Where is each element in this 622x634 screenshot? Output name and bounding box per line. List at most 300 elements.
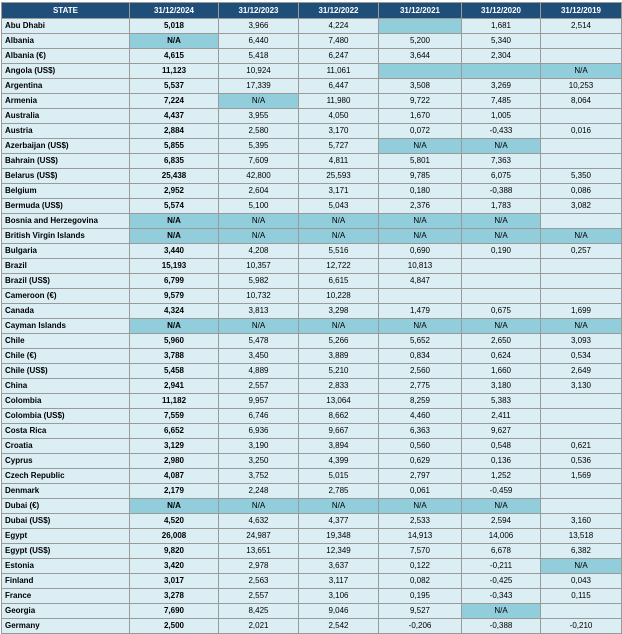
value-cell-2023: 17,339	[219, 79, 299, 94]
value-cell-2022: 12,722	[299, 259, 379, 274]
value-cell-2019	[541, 139, 622, 154]
header-2021: 31/12/2021	[379, 3, 462, 19]
table-row	[2, 214, 622, 229]
table-row	[2, 169, 622, 184]
table-row	[2, 94, 622, 109]
table-row	[2, 64, 622, 79]
value-cell-2019: -0,210	[541, 619, 622, 634]
value-cell-2022: 6,247	[299, 49, 379, 64]
table-row	[2, 19, 622, 34]
state-cell: Bosnia and Herzegovina	[2, 214, 130, 229]
value-cell-2021: 0,560	[379, 439, 462, 454]
value-cell-2019	[541, 214, 622, 229]
value-cell-2020: N/A	[462, 139, 541, 154]
value-cell-2024: 6,835	[130, 154, 219, 169]
header-row	[2, 3, 622, 19]
value-cell-2023: 2,580	[219, 124, 299, 139]
value-cell-2022: 9,667	[299, 424, 379, 439]
value-cell-2022: 3,889	[299, 349, 379, 364]
value-cell-2021	[379, 19, 462, 34]
value-cell-2021: 3,644	[379, 49, 462, 64]
value-cell-2019: 1,569	[541, 469, 622, 484]
value-cell-2023: 2,557	[219, 379, 299, 394]
value-cell-2021: 0,122	[379, 559, 462, 574]
value-cell-2023: 9,957	[219, 394, 299, 409]
table-row	[2, 229, 622, 244]
value-cell-2019: 6,382	[541, 544, 622, 559]
value-cell-2024: 3,440	[130, 244, 219, 259]
state-cell: Dubai (€)	[2, 499, 130, 514]
value-cell-2020: -0,459	[462, 484, 541, 499]
table-row	[2, 424, 622, 439]
table-row	[2, 34, 622, 49]
state-cell: Estonia	[2, 559, 130, 574]
value-cell-2023: 3,813	[219, 304, 299, 319]
value-cell-2022: 7,480	[299, 34, 379, 49]
value-cell-2021: 14,913	[379, 529, 462, 544]
value-cell-2023: 3,190	[219, 439, 299, 454]
value-cell-2022: 2,833	[299, 379, 379, 394]
state-cell: Egypt (US$)	[2, 544, 130, 559]
state-cell: Belarus (US$)	[2, 169, 130, 184]
value-cell-2020: 6,075	[462, 169, 541, 184]
value-cell-2020: 2,594	[462, 514, 541, 529]
value-cell-2024: N/A	[130, 229, 219, 244]
value-cell-2023: 4,632	[219, 514, 299, 529]
value-cell-2024: 5,574	[130, 199, 219, 214]
value-cell-2024: 5,960	[130, 334, 219, 349]
value-cell-2023: 3,752	[219, 469, 299, 484]
value-cell-2023: 2,021	[219, 619, 299, 634]
table-row	[2, 199, 622, 214]
value-cell-2024: 11,182	[130, 394, 219, 409]
table-row	[2, 499, 622, 514]
value-cell-2023: 6,440	[219, 34, 299, 49]
value-cell-2024: N/A	[130, 499, 219, 514]
value-cell-2019	[541, 109, 622, 124]
table-row	[2, 79, 622, 94]
value-cell-2020: 7,363	[462, 154, 541, 169]
state-cell: Cameroon (€)	[2, 289, 130, 304]
state-cell: Angola (US$)	[2, 64, 130, 79]
table-row	[2, 364, 622, 379]
value-cell-2023: N/A	[219, 94, 299, 109]
value-cell-2021: -0,206	[379, 619, 462, 634]
value-cell-2024: 2,500	[130, 619, 219, 634]
state-cell: Canada	[2, 304, 130, 319]
value-cell-2020: 2,411	[462, 409, 541, 424]
value-cell-2023: 24,987	[219, 529, 299, 544]
value-cell-2019: 13,518	[541, 529, 622, 544]
value-cell-2023: 7,609	[219, 154, 299, 169]
header-2020: 31/12/2020	[462, 3, 541, 19]
value-cell-2019: 8,064	[541, 94, 622, 109]
value-cell-2023: N/A	[219, 319, 299, 334]
value-cell-2020: 5,383	[462, 394, 541, 409]
header-2022: 31/12/2022	[299, 3, 379, 19]
value-cell-2021	[379, 64, 462, 79]
value-cell-2024: 4,087	[130, 469, 219, 484]
value-cell-2019: N/A	[541, 559, 622, 574]
value-cell-2022: 3,298	[299, 304, 379, 319]
value-cell-2024: 4,615	[130, 49, 219, 64]
table-row	[2, 139, 622, 154]
value-cell-2024: 2,980	[130, 454, 219, 469]
value-cell-2022: 3,171	[299, 184, 379, 199]
value-cell-2022: 9,046	[299, 604, 379, 619]
value-cell-2022: 3,106	[299, 589, 379, 604]
state-cell: Armenia	[2, 94, 130, 109]
value-cell-2019: 3,130	[541, 379, 622, 394]
state-cell: Brazil (US$)	[2, 274, 130, 289]
state-cell: Finland	[2, 574, 130, 589]
value-cell-2023: 5,982	[219, 274, 299, 289]
value-cell-2019	[541, 424, 622, 439]
value-cell-2021: 0,690	[379, 244, 462, 259]
value-cell-2020: 0,548	[462, 439, 541, 454]
value-cell-2023: 10,924	[219, 64, 299, 79]
value-cell-2022: 3,117	[299, 574, 379, 589]
table-row	[2, 154, 622, 169]
value-cell-2020: N/A	[462, 229, 541, 244]
value-cell-2019: 0,115	[541, 589, 622, 604]
state-cell: Azerbaijan (US$)	[2, 139, 130, 154]
value-cell-2019	[541, 484, 622, 499]
value-cell-2021: 2,376	[379, 199, 462, 214]
state-cell: Egypt	[2, 529, 130, 544]
value-cell-2019: 2,514	[541, 19, 622, 34]
value-cell-2024: N/A	[130, 34, 219, 49]
state-cell: Georgia	[2, 604, 130, 619]
value-cell-2020: 1,252	[462, 469, 541, 484]
state-cell: Brazil	[2, 259, 130, 274]
value-cell-2022: N/A	[299, 214, 379, 229]
value-cell-2020: -0,343	[462, 589, 541, 604]
value-cell-2021: 0,072	[379, 124, 462, 139]
table-row	[2, 589, 622, 604]
value-cell-2020: 0,190	[462, 244, 541, 259]
table-row	[2, 274, 622, 289]
value-cell-2022: 4,377	[299, 514, 379, 529]
value-cell-2024: 4,437	[130, 109, 219, 124]
table-row	[2, 574, 622, 589]
value-cell-2021: 2,560	[379, 364, 462, 379]
value-cell-2019	[541, 499, 622, 514]
value-cell-2020: -0,433	[462, 124, 541, 139]
value-cell-2020: N/A	[462, 214, 541, 229]
value-cell-2021: 5,801	[379, 154, 462, 169]
value-cell-2024: 4,324	[130, 304, 219, 319]
value-cell-2024: 26,008	[130, 529, 219, 544]
value-cell-2022: 5,015	[299, 469, 379, 484]
value-cell-2024: 3,788	[130, 349, 219, 364]
table-row	[2, 334, 622, 349]
value-cell-2019: 0,534	[541, 349, 622, 364]
value-cell-2022: 2,785	[299, 484, 379, 499]
value-cell-2019: 10,253	[541, 79, 622, 94]
value-cell-2019	[541, 154, 622, 169]
table-row	[2, 439, 622, 454]
value-cell-2021: N/A	[379, 229, 462, 244]
value-cell-2019: 5,350	[541, 169, 622, 184]
state-cell: Chile	[2, 334, 130, 349]
value-cell-2020	[462, 64, 541, 79]
value-cell-2024: 7,224	[130, 94, 219, 109]
state-cell: Chile (€)	[2, 349, 130, 364]
value-cell-2023: 2,604	[219, 184, 299, 199]
value-cell-2020	[462, 259, 541, 274]
value-cell-2021: 4,847	[379, 274, 462, 289]
state-cell: Albania	[2, 34, 130, 49]
value-cell-2021: 9,785	[379, 169, 462, 184]
value-cell-2022: 4,399	[299, 454, 379, 469]
value-cell-2024: 3,129	[130, 439, 219, 454]
table-row	[2, 289, 622, 304]
value-cell-2023: N/A	[219, 499, 299, 514]
value-cell-2019	[541, 49, 622, 64]
state-cell: British Virgin Islands	[2, 229, 130, 244]
value-cell-2021: 1,479	[379, 304, 462, 319]
value-cell-2019: 0,621	[541, 439, 622, 454]
value-cell-2022: N/A	[299, 319, 379, 334]
value-cell-2021: 0,195	[379, 589, 462, 604]
value-cell-2021	[379, 289, 462, 304]
table-row	[2, 109, 622, 124]
value-cell-2023: 4,889	[219, 364, 299, 379]
table-body	[2, 19, 622, 634]
value-cell-2019: 0,043	[541, 574, 622, 589]
value-cell-2024: 5,458	[130, 364, 219, 379]
value-cell-2019	[541, 409, 622, 424]
value-cell-2019: 3,093	[541, 334, 622, 349]
value-cell-2019: 0,086	[541, 184, 622, 199]
value-cell-2022: 12,349	[299, 544, 379, 559]
value-cell-2019: N/A	[541, 319, 622, 334]
table-row	[2, 604, 622, 619]
table-row	[2, 349, 622, 364]
value-cell-2024: 7,690	[130, 604, 219, 619]
table-row	[2, 619, 622, 634]
value-cell-2024: 2,179	[130, 484, 219, 499]
value-cell-2022: 10,228	[299, 289, 379, 304]
value-cell-2022: 5,210	[299, 364, 379, 379]
value-cell-2021: 6,363	[379, 424, 462, 439]
value-cell-2021: 2,797	[379, 469, 462, 484]
table-row	[2, 409, 622, 424]
value-cell-2019: 0,536	[541, 454, 622, 469]
value-cell-2019: 3,160	[541, 514, 622, 529]
value-cell-2020: 2,304	[462, 49, 541, 64]
value-cell-2024: 2,884	[130, 124, 219, 139]
value-cell-2019: 0,257	[541, 244, 622, 259]
state-cell: Colombia (US$)	[2, 409, 130, 424]
value-cell-2024: 9,579	[130, 289, 219, 304]
value-cell-2022: 4,224	[299, 19, 379, 34]
table-row	[2, 184, 622, 199]
value-cell-2022: 11,980	[299, 94, 379, 109]
value-cell-2020: 6,678	[462, 544, 541, 559]
value-cell-2021: 1,670	[379, 109, 462, 124]
state-cell: Chile (US$)	[2, 364, 130, 379]
value-cell-2020: 1,783	[462, 199, 541, 214]
value-cell-2020: N/A	[462, 319, 541, 334]
value-cell-2022: 2,542	[299, 619, 379, 634]
value-cell-2020	[462, 274, 541, 289]
value-cell-2021: 0,629	[379, 454, 462, 469]
value-cell-2020: 7,485	[462, 94, 541, 109]
value-cell-2022: N/A	[299, 499, 379, 514]
value-cell-2024: 9,820	[130, 544, 219, 559]
value-cell-2021: N/A	[379, 139, 462, 154]
value-cell-2022: 4,811	[299, 154, 379, 169]
value-cell-2024: 7,559	[130, 409, 219, 424]
value-cell-2022: 11,061	[299, 64, 379, 79]
value-cell-2023: 5,100	[219, 199, 299, 214]
state-cell: France	[2, 589, 130, 604]
table-row	[2, 379, 622, 394]
value-cell-2022: 3,637	[299, 559, 379, 574]
value-cell-2020: 3,180	[462, 379, 541, 394]
value-cell-2022: 6,447	[299, 79, 379, 94]
table-row	[2, 529, 622, 544]
value-cell-2022: 4,050	[299, 109, 379, 124]
value-cell-2024: 5,537	[130, 79, 219, 94]
table-row	[2, 484, 622, 499]
value-cell-2022: 3,170	[299, 124, 379, 139]
value-cell-2020: 0,624	[462, 349, 541, 364]
value-cell-2023: 3,966	[219, 19, 299, 34]
table-row	[2, 304, 622, 319]
value-cell-2021: 8,259	[379, 394, 462, 409]
value-cell-2019	[541, 604, 622, 619]
value-cell-2023: 5,395	[219, 139, 299, 154]
value-cell-2019: 0,016	[541, 124, 622, 139]
value-cell-2021: 0,180	[379, 184, 462, 199]
value-cell-2021: 5,652	[379, 334, 462, 349]
value-cell-2023: 2,563	[219, 574, 299, 589]
value-cell-2022: 5,516	[299, 244, 379, 259]
value-cell-2024: 5,855	[130, 139, 219, 154]
state-cell: Costa Rica	[2, 424, 130, 439]
value-cell-2019: 1,699	[541, 304, 622, 319]
header-state: STATE	[2, 3, 130, 19]
state-cell: Czech Republic	[2, 469, 130, 484]
value-cell-2024: 2,941	[130, 379, 219, 394]
value-cell-2023: 4,208	[219, 244, 299, 259]
value-cell-2021: N/A	[379, 319, 462, 334]
value-cell-2023: 42,800	[219, 169, 299, 184]
value-cell-2023: 6,936	[219, 424, 299, 439]
header-2024: 31/12/2024	[130, 3, 219, 19]
state-cell: Bermuda (US$)	[2, 199, 130, 214]
value-cell-2020: 1,005	[462, 109, 541, 124]
value-cell-2023: 10,357	[219, 259, 299, 274]
value-cell-2019	[541, 274, 622, 289]
value-cell-2021: 0,834	[379, 349, 462, 364]
value-cell-2021: 9,722	[379, 94, 462, 109]
state-cell: Austria	[2, 124, 130, 139]
value-cell-2022: 19,348	[299, 529, 379, 544]
state-cell: Dubai (US$)	[2, 514, 130, 529]
value-cell-2024: 4,520	[130, 514, 219, 529]
value-cell-2022: 5,043	[299, 199, 379, 214]
value-cell-2021: 3,508	[379, 79, 462, 94]
value-cell-2021: 2,775	[379, 379, 462, 394]
value-cell-2020: 0,675	[462, 304, 541, 319]
value-cell-2020: N/A	[462, 604, 541, 619]
state-cell: Denmark	[2, 484, 130, 499]
value-cell-2019: 2,649	[541, 364, 622, 379]
state-cell: Abu Dhabi	[2, 19, 130, 34]
value-cell-2022: 6,615	[299, 274, 379, 289]
value-cell-2020: 5,340	[462, 34, 541, 49]
value-cell-2023: 6,746	[219, 409, 299, 424]
state-cell: China	[2, 379, 130, 394]
value-cell-2024: N/A	[130, 214, 219, 229]
value-cell-2023: 3,450	[219, 349, 299, 364]
value-cell-2020: -0,425	[462, 574, 541, 589]
value-cell-2021: 7,570	[379, 544, 462, 559]
value-cell-2020: 0,136	[462, 454, 541, 469]
value-cell-2019: 3,082	[541, 199, 622, 214]
table-row	[2, 469, 622, 484]
table-row	[2, 454, 622, 469]
value-cell-2023: 10,732	[219, 289, 299, 304]
value-cell-2019: N/A	[541, 64, 622, 79]
value-cell-2019	[541, 34, 622, 49]
value-cell-2021: 2,533	[379, 514, 462, 529]
value-cell-2020: 9,627	[462, 424, 541, 439]
value-cell-2021: 4,460	[379, 409, 462, 424]
state-cell: Bulgaria	[2, 244, 130, 259]
value-cell-2022: 5,266	[299, 334, 379, 349]
value-cell-2021: 0,061	[379, 484, 462, 499]
value-cell-2022: 3,894	[299, 439, 379, 454]
table-row	[2, 394, 622, 409]
value-cell-2020: -0,211	[462, 559, 541, 574]
value-cell-2023: 2,978	[219, 559, 299, 574]
state-cell: Colombia	[2, 394, 130, 409]
header-2023: 31/12/2023	[219, 3, 299, 19]
value-cell-2024: 11,123	[130, 64, 219, 79]
value-cell-2020: 3,269	[462, 79, 541, 94]
value-cell-2022: 13,064	[299, 394, 379, 409]
value-cell-2019: N/A	[541, 229, 622, 244]
state-cell: Bahrain (US$)	[2, 154, 130, 169]
value-cell-2019	[541, 259, 622, 274]
value-cell-2022: N/A	[299, 229, 379, 244]
value-cell-2024: N/A	[130, 319, 219, 334]
value-cell-2023: 5,418	[219, 49, 299, 64]
value-cell-2024: 6,652	[130, 424, 219, 439]
value-cell-2024: 6,799	[130, 274, 219, 289]
value-cell-2021: N/A	[379, 499, 462, 514]
state-cell: Australia	[2, 109, 130, 124]
value-cell-2021: 10,813	[379, 259, 462, 274]
value-cell-2022: 5,727	[299, 139, 379, 154]
table-row	[2, 514, 622, 529]
state-cell: Croatia	[2, 439, 130, 454]
value-cell-2023: 8,425	[219, 604, 299, 619]
value-cell-2023: 13,651	[219, 544, 299, 559]
state-cell: Belgium	[2, 184, 130, 199]
value-cell-2022: 25,593	[299, 169, 379, 184]
state-cell: Cayman Islands	[2, 319, 130, 334]
value-cell-2020	[462, 289, 541, 304]
state-cell: Albania (€)	[2, 49, 130, 64]
data-table	[1, 2, 622, 634]
state-cell: Cyprus	[2, 454, 130, 469]
